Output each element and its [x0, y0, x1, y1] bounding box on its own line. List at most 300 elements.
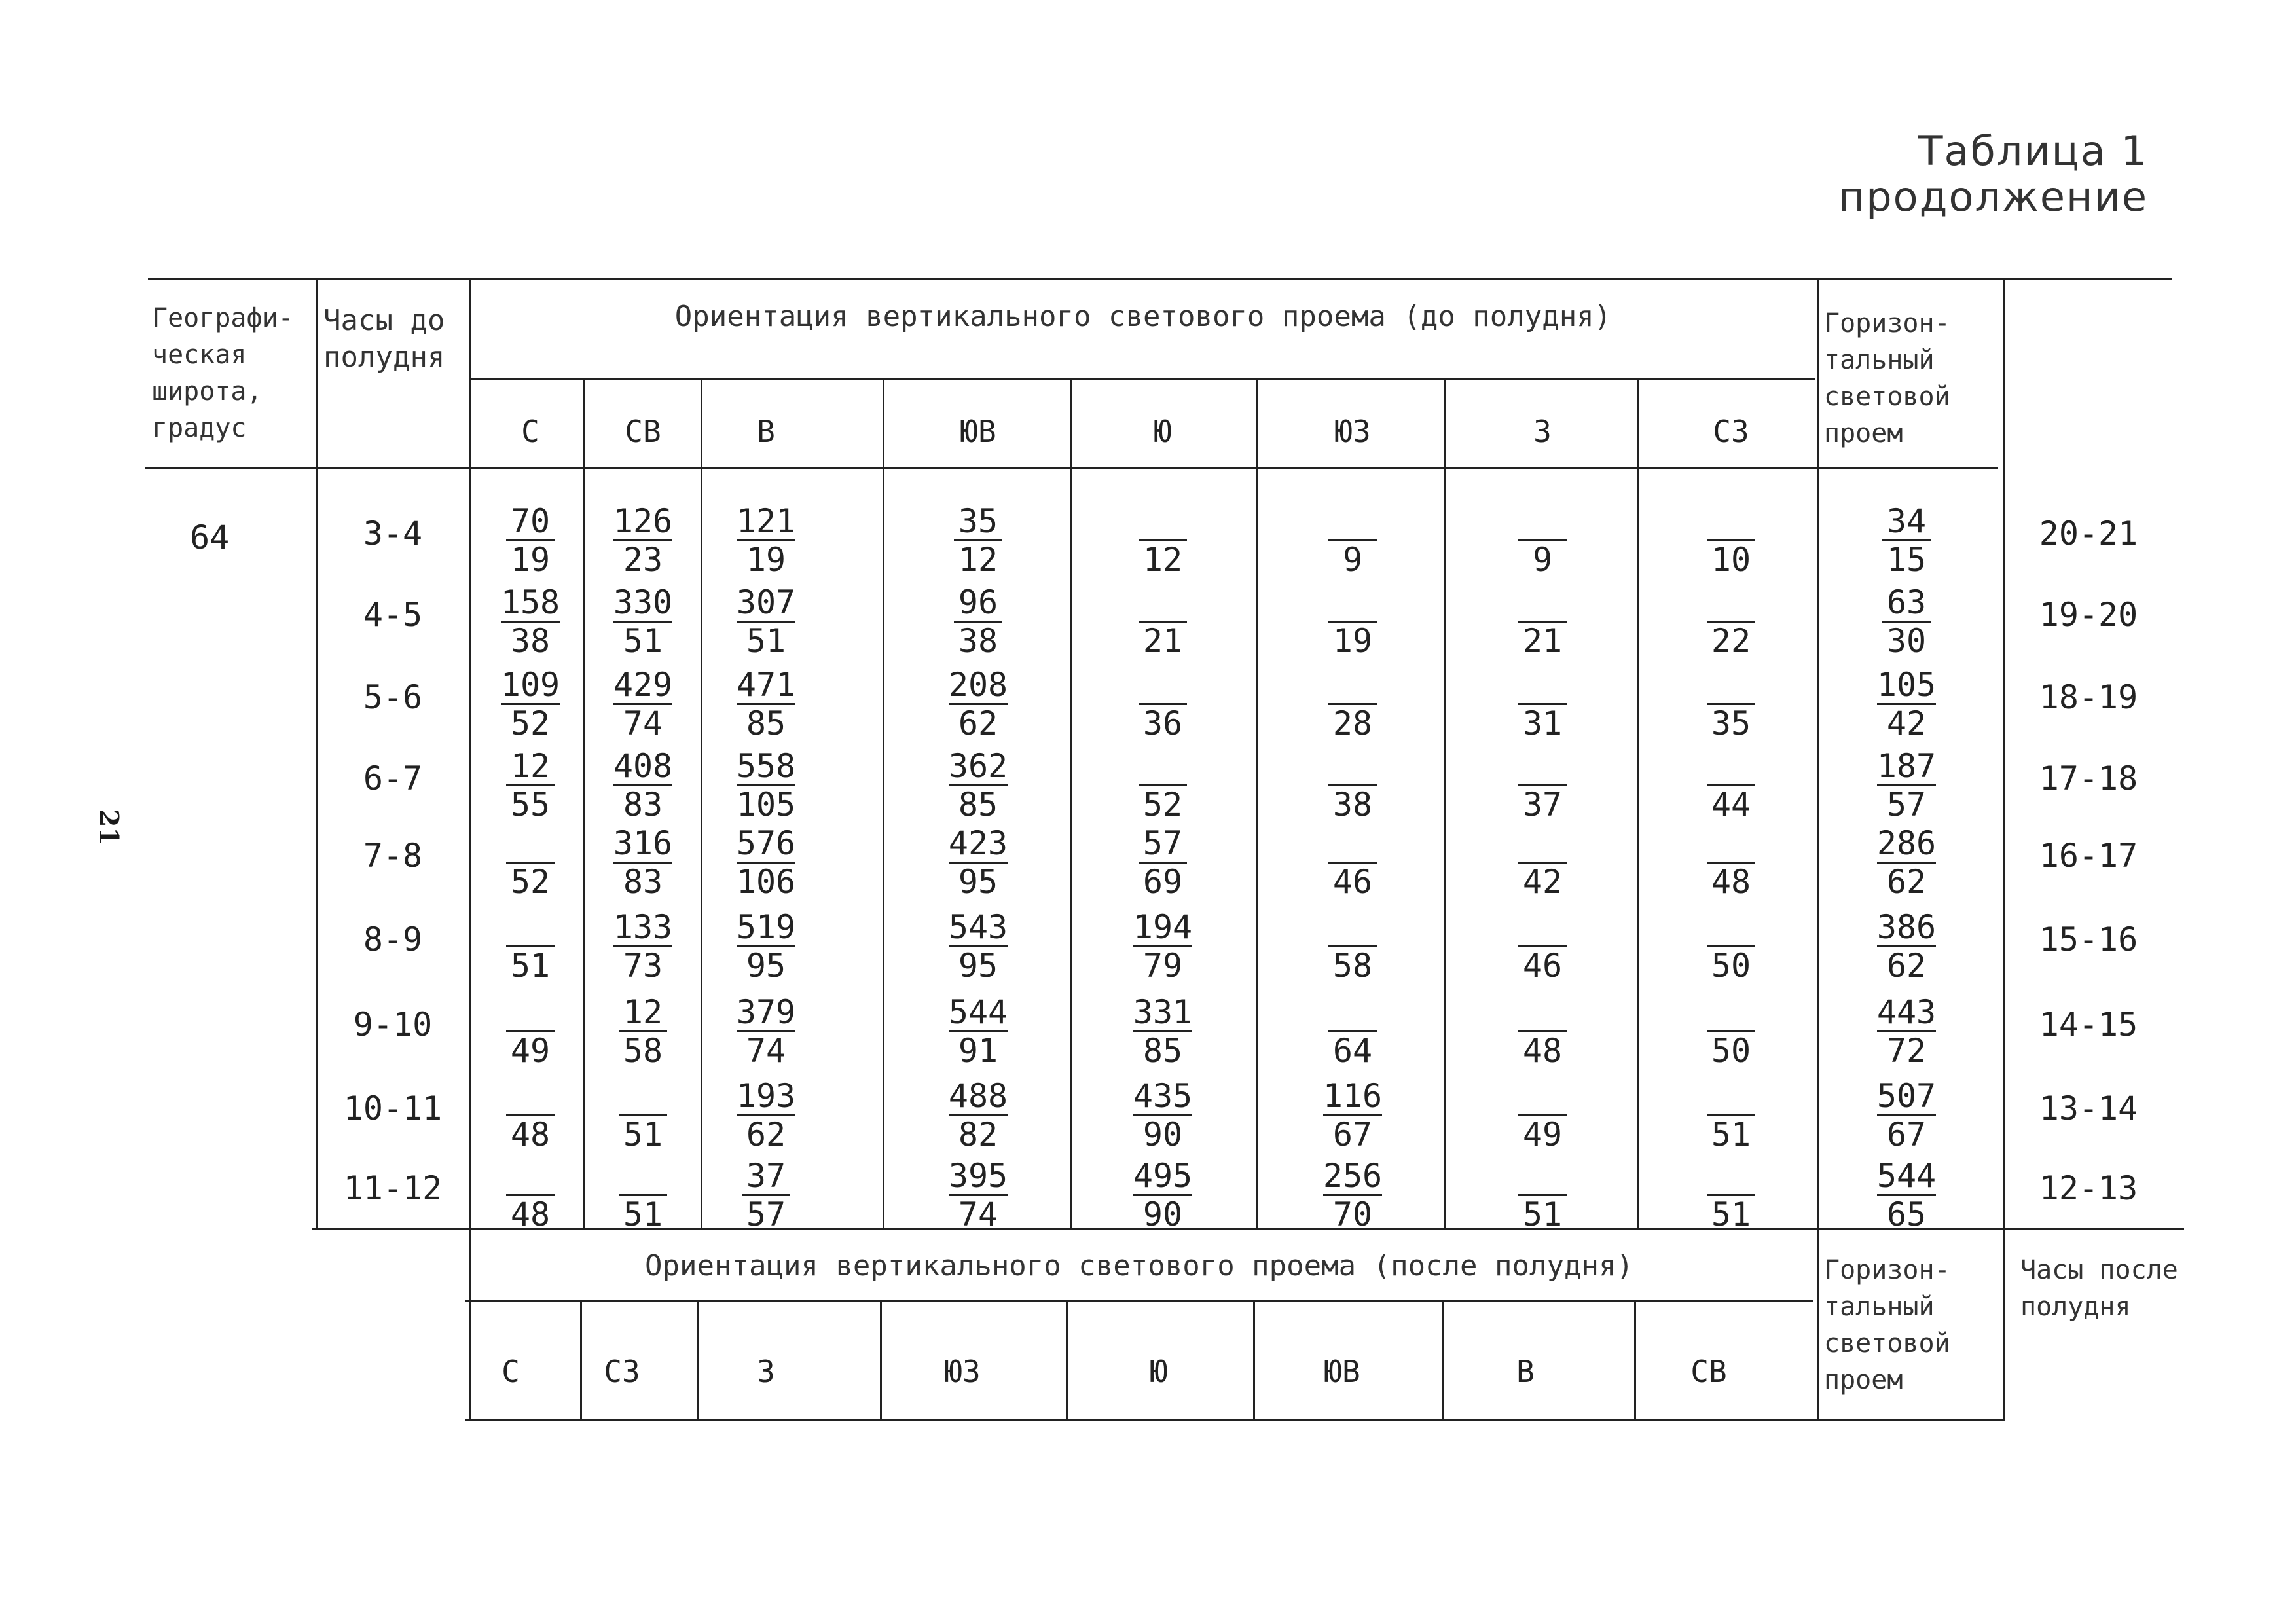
fraction-numerator: 187 — [1876, 747, 1937, 785]
fraction-numerator: 256 — [1322, 1157, 1383, 1195]
fraction-numerator: 423 — [948, 824, 1008, 862]
fraction-numerator: 121 — [736, 502, 796, 540]
fraction-denominator: 23 — [623, 541, 663, 579]
footer-hours-after: Часы после полудня — [2020, 1255, 2178, 1322]
header-orientation-before: Ориентация вертикального светового проема (до полудня) — [674, 300, 1612, 333]
col-divider-6 — [1444, 378, 1446, 1228]
value-fraction — [1874, 1078, 1939, 1153]
value-fraction — [733, 503, 799, 578]
orient-before-col-label: С — [521, 414, 539, 449]
value-fraction — [1698, 503, 1764, 578]
fraction-numerator — [1707, 1158, 1755, 1196]
page-number: 21 — [93, 809, 124, 846]
value-fraction — [733, 909, 799, 984]
fraction-denominator: 19 — [746, 541, 786, 579]
fraction-numerator: 362 — [948, 747, 1008, 785]
fraction-numerator — [1328, 909, 1377, 947]
fraction-numerator: 558 — [736, 747, 796, 785]
fraction-numerator: 70 — [506, 503, 555, 541]
fraction-denominator: 30 — [1886, 622, 1927, 660]
fraction-numerator: 471 — [736, 666, 796, 704]
value-fraction — [1320, 666, 1385, 742]
fraction-denominator: 48 — [510, 1195, 551, 1233]
fraction-numerator: 194 — [1133, 908, 1193, 946]
orient-after-col-label: З — [757, 1354, 775, 1389]
value-fraction — [1510, 994, 1575, 1069]
fraction-denominator: 51 — [1711, 1116, 1751, 1154]
fraction-denominator: 52 — [510, 704, 551, 742]
fraction-numerator: 544 — [1876, 1157, 1937, 1195]
fraction-numerator — [1518, 666, 1567, 705]
value-fraction — [610, 1158, 676, 1233]
fraction-numerator: 488 — [948, 1077, 1008, 1115]
fraction-denominator: 35 — [1711, 704, 1751, 742]
value-fraction — [610, 909, 676, 984]
fraction-numerator: 34 — [1882, 503, 1931, 541]
header-hours-before: Часы до полудня — [323, 304, 445, 374]
orient-before-col-label: СВ — [625, 414, 661, 449]
fraction-denominator: 65 — [1886, 1195, 1927, 1233]
orient-after-col-label: ЮВ — [1324, 1354, 1360, 1389]
value-fraction — [1698, 584, 1764, 659]
value-fraction — [1130, 503, 1195, 578]
value-fraction — [498, 825, 563, 900]
footer-subheader-line — [465, 1300, 1813, 1302]
fraction-denominator: 36 — [1142, 704, 1183, 742]
fraction-numerator: 543 — [948, 908, 1008, 946]
value-fraction — [1130, 584, 1195, 659]
fraction-denominator: 22 — [1711, 622, 1751, 660]
fraction-numerator — [1707, 825, 1755, 864]
fraction-denominator: 51 — [1522, 1195, 1563, 1233]
value-fraction — [1510, 503, 1575, 578]
footer-orientation-after: Ориентация вертикального светового проема (после полудня) — [645, 1249, 1633, 1283]
value-fraction — [733, 994, 799, 1069]
fraction-denominator: 106 — [736, 863, 796, 901]
col-divider-1 — [583, 378, 585, 1228]
fraction-numerator: 126 — [613, 502, 673, 540]
value-fraction — [733, 1078, 799, 1153]
fraction-denominator: 19 — [1332, 622, 1373, 660]
orient-before-col-label: СЗ — [1713, 414, 1749, 449]
value-fraction — [1320, 1158, 1385, 1233]
fraction-numerator: 35 — [954, 503, 1002, 541]
fraction-denominator: 42 — [1522, 863, 1563, 901]
fraction-denominator: 62 — [958, 704, 998, 742]
fraction-numerator — [1139, 748, 1187, 786]
fraction-denominator: 48 — [1711, 863, 1751, 901]
value-fraction — [1698, 666, 1764, 742]
value-fraction — [945, 503, 1011, 578]
col-divider-7 — [1637, 378, 1639, 1228]
value-fraction — [733, 1158, 799, 1233]
fraction-numerator — [506, 909, 555, 947]
fraction-numerator: 429 — [613, 666, 673, 704]
fraction-denominator: 12 — [1142, 541, 1183, 579]
fraction-numerator — [1518, 503, 1567, 541]
fraction-denominator: 83 — [623, 786, 663, 824]
fraction-denominator: 55 — [510, 786, 551, 824]
fraction-denominator: 90 — [1142, 1116, 1183, 1154]
latitude-value: 64 — [190, 519, 230, 556]
fraction-denominator: 52 — [510, 863, 551, 901]
fraction-denominator: 38 — [510, 622, 551, 660]
fraction-denominator: 46 — [1522, 947, 1563, 985]
hours-before-cell: 5-6 — [363, 678, 423, 716]
value-fraction — [945, 1158, 1011, 1233]
value-fraction — [1874, 503, 1939, 578]
hours-before-cell: 9-10 — [353, 1006, 433, 1044]
col-divider-hours-after — [2003, 278, 2005, 1421]
fraction-denominator: 69 — [1142, 863, 1183, 901]
fraction-denominator: 67 — [1332, 1116, 1373, 1154]
fraction-denominator: 9 — [1342, 541, 1363, 579]
fraction-numerator — [1518, 825, 1567, 864]
value-fraction — [1130, 994, 1195, 1069]
table-title-line2: продолжение — [1838, 173, 2148, 221]
hours-after-cell: 16-17 — [2039, 837, 2138, 875]
fraction-denominator: 10 — [1711, 541, 1751, 579]
value-fraction — [945, 994, 1011, 1069]
fraction-numerator — [1707, 748, 1755, 786]
value-fraction — [1510, 1158, 1575, 1233]
col-divider-5 — [1256, 378, 1258, 1228]
value-fraction — [1698, 994, 1764, 1069]
fraction-denominator: 44 — [1711, 786, 1751, 824]
hours-after-cell: 17-18 — [2039, 759, 2138, 797]
value-fraction — [1698, 1078, 1764, 1153]
value-fraction — [1130, 1158, 1195, 1233]
fraction-numerator: 386 — [1876, 908, 1937, 946]
fraction-numerator — [1328, 666, 1377, 705]
fraction-numerator — [1518, 1078, 1567, 1116]
fraction-denominator: 37 — [1522, 786, 1563, 824]
value-fraction — [498, 666, 563, 742]
fraction-denominator: 83 — [623, 863, 663, 901]
fraction-denominator: 50 — [1711, 1032, 1751, 1070]
fraction-denominator: 74 — [623, 704, 663, 742]
hours-after-cell: 13-14 — [2039, 1089, 2138, 1127]
value-fraction — [1510, 584, 1575, 659]
value-fraction — [945, 584, 1011, 659]
fraction-denominator: 51 — [623, 622, 663, 660]
value-fraction — [1874, 994, 1939, 1069]
fraction-numerator: 330 — [613, 583, 673, 621]
value-fraction — [1510, 909, 1575, 984]
fraction-denominator: 58 — [623, 1032, 663, 1070]
fraction-denominator: 72 — [1886, 1032, 1927, 1070]
fraction-denominator: 95 — [958, 947, 998, 985]
header-horizontal: Горизон- тальный световой проем — [1824, 308, 1950, 448]
fraction-denominator: 64 — [1332, 1032, 1373, 1070]
fraction-denominator: 73 — [623, 947, 663, 985]
value-fraction — [610, 994, 676, 1069]
value-fraction — [1874, 666, 1939, 742]
footer-col-divider-1 — [580, 1300, 582, 1419]
hours-before-cell: 8-9 — [363, 921, 423, 958]
value-fraction — [498, 1158, 563, 1233]
value-fraction — [1320, 825, 1385, 900]
fraction-numerator: 495 — [1133, 1157, 1193, 1195]
fraction-numerator: 116 — [1322, 1077, 1383, 1115]
value-fraction — [498, 994, 563, 1069]
fraction-numerator: 109 — [500, 666, 560, 704]
fraction-numerator — [1328, 748, 1377, 786]
fraction-numerator: 105 — [1876, 666, 1937, 704]
fraction-numerator — [1707, 666, 1755, 705]
fraction-numerator — [1707, 994, 1755, 1032]
fraction-denominator: 74 — [746, 1032, 786, 1070]
value-fraction — [610, 584, 676, 659]
value-fraction — [1698, 748, 1764, 823]
fraction-numerator: 37 — [742, 1158, 790, 1196]
fraction-numerator — [1139, 503, 1187, 541]
fraction-numerator — [619, 1078, 667, 1116]
footer-col-divider-6 — [1442, 1300, 1444, 1419]
fraction-denominator: 85 — [1142, 1032, 1183, 1070]
value-fraction — [733, 666, 799, 742]
fraction-numerator: 519 — [736, 908, 796, 946]
hours-before-cell: 3-4 — [363, 515, 423, 553]
hours-before-cell: 4-5 — [363, 596, 423, 634]
value-fraction — [1510, 666, 1575, 742]
value-fraction — [733, 584, 799, 659]
value-fraction — [733, 748, 799, 823]
fraction-numerator — [1328, 503, 1377, 541]
fraction-denominator: 48 — [510, 1116, 551, 1154]
hours-after-cell: 18-19 — [2039, 678, 2138, 716]
fraction-numerator — [1328, 825, 1377, 864]
fraction-numerator — [1707, 1078, 1755, 1116]
fraction-numerator — [1707, 909, 1755, 947]
fraction-numerator — [1518, 909, 1567, 947]
orient-after-col-label: В — [1516, 1354, 1535, 1389]
hours-after-cell: 12-13 — [2039, 1169, 2138, 1207]
hours-after-cell: 20-21 — [2039, 515, 2138, 553]
fraction-denominator: 31 — [1522, 704, 1563, 742]
fraction-numerator — [1707, 584, 1755, 623]
fraction-denominator: 51 — [623, 1116, 663, 1154]
value-fraction — [1698, 909, 1764, 984]
value-fraction — [1510, 825, 1575, 900]
fraction-denominator: 52 — [1142, 786, 1183, 824]
orient-after-col-label: СЗ — [604, 1354, 640, 1389]
fraction-numerator: 12 — [619, 994, 667, 1032]
fraction-denominator: 58 — [1332, 947, 1373, 985]
value-fraction — [610, 503, 676, 578]
footer-col-divider-2 — [697, 1300, 699, 1419]
value-fraction — [1874, 1158, 1939, 1233]
value-fraction — [1874, 825, 1939, 900]
hours-before-cell: 6-7 — [363, 759, 423, 797]
fraction-numerator: 435 — [1133, 1077, 1193, 1115]
fraction-numerator: 286 — [1876, 824, 1937, 862]
fraction-numerator: 96 — [954, 584, 1002, 623]
col-divider-2 — [701, 378, 702, 1228]
value-fraction — [1320, 1078, 1385, 1153]
orient-before-col-label: ЮЗ — [1334, 414, 1371, 449]
fraction-numerator: 63 — [1882, 584, 1931, 623]
fraction-numerator — [1139, 584, 1187, 623]
fraction-numerator: 57 — [1139, 825, 1187, 864]
fraction-denominator: 95 — [746, 947, 786, 985]
fraction-numerator: 331 — [1133, 993, 1193, 1031]
fraction-numerator — [506, 825, 555, 864]
fraction-numerator — [1707, 503, 1755, 541]
value-fraction — [1130, 909, 1195, 984]
value-fraction — [945, 1078, 1011, 1153]
value-fraction — [498, 909, 563, 984]
value-fraction — [498, 748, 563, 823]
fraction-numerator: 208 — [948, 666, 1008, 704]
fraction-numerator — [619, 1158, 667, 1196]
table-top-border — [148, 278, 2172, 280]
fraction-numerator: 544 — [948, 993, 1008, 1031]
fraction-numerator — [506, 1078, 555, 1116]
orient-after-col-label: Ю — [1150, 1354, 1168, 1389]
value-fraction — [1320, 503, 1385, 578]
value-fraction — [1874, 748, 1939, 823]
value-fraction — [610, 825, 676, 900]
fraction-denominator: 74 — [958, 1195, 998, 1233]
value-fraction — [1130, 1078, 1195, 1153]
value-fraction — [1130, 666, 1195, 742]
hours-before-cell: 7-8 — [363, 837, 423, 875]
fraction-numerator — [1328, 994, 1377, 1032]
fraction-denominator: 50 — [1711, 947, 1751, 985]
fraction-denominator: 38 — [958, 622, 998, 660]
fraction-denominator: 57 — [1886, 786, 1927, 824]
value-fraction — [1510, 748, 1575, 823]
fraction-numerator — [1139, 666, 1187, 705]
fraction-denominator: 62 — [1886, 863, 1927, 901]
hours-after-cell: 15-16 — [2039, 921, 2138, 958]
fraction-numerator: 193 — [736, 1077, 796, 1115]
hours-after-cell: 14-15 — [2039, 1006, 2138, 1044]
value-fraction — [1320, 909, 1385, 984]
fraction-denominator: 15 — [1886, 541, 1927, 579]
orient-after-col-label: С — [501, 1354, 520, 1389]
value-fraction — [1874, 584, 1939, 659]
value-fraction — [610, 666, 676, 742]
fraction-denominator: 21 — [1522, 622, 1563, 660]
footer-col-divider-5 — [1253, 1300, 1255, 1419]
orient-after-col-label: ЮЗ — [944, 1354, 981, 1389]
fraction-denominator: 82 — [958, 1116, 998, 1154]
col-divider-4 — [1070, 378, 1072, 1228]
fraction-denominator: 85 — [958, 786, 998, 824]
fraction-numerator — [1518, 1158, 1567, 1196]
orient-before-col-label: ЮВ — [960, 414, 996, 449]
fraction-denominator: 105 — [736, 786, 796, 824]
value-fraction — [1320, 994, 1385, 1069]
table-title — [1838, 128, 2148, 220]
fraction-numerator — [1518, 748, 1567, 786]
value-fraction — [945, 909, 1011, 984]
value-fraction — [945, 748, 1011, 823]
fraction-denominator: 62 — [746, 1116, 786, 1154]
value-fraction — [498, 584, 563, 659]
hours-before-cell: 10-11 — [343, 1089, 443, 1127]
fraction-numerator — [1328, 584, 1377, 623]
col-divider-hours — [316, 278, 318, 1228]
orient-before-col-label: Ю — [1154, 414, 1172, 449]
fraction-numerator: 158 — [500, 583, 560, 621]
value-fraction — [1320, 584, 1385, 659]
fraction-denominator: 67 — [1886, 1116, 1927, 1154]
header-latitude: Географи- ческая широта, градус — [152, 303, 294, 443]
value-fraction — [1130, 748, 1195, 823]
fraction-denominator: 21 — [1142, 622, 1183, 660]
fraction-denominator: 46 — [1332, 863, 1373, 901]
hours-after-cell: 19-20 — [2039, 596, 2138, 634]
table-title-line1: Таблица 1 — [1918, 127, 2148, 175]
value-fraction — [945, 666, 1011, 742]
fraction-numerator: 307 — [736, 583, 796, 621]
fraction-denominator: 51 — [510, 947, 551, 985]
fraction-numerator — [506, 994, 555, 1032]
hours-before-cell: 11-12 — [343, 1169, 443, 1207]
fraction-numerator: 443 — [1876, 993, 1937, 1031]
footer-col-divider-4 — [1066, 1300, 1068, 1419]
orient-after-col-label: СВ — [1690, 1354, 1727, 1389]
value-fraction — [1874, 909, 1939, 984]
orient-before-col-label: З — [1533, 414, 1552, 449]
fraction-denominator: 62 — [1886, 947, 1927, 985]
fraction-numerator: 133 — [613, 908, 673, 946]
fraction-denominator: 79 — [1142, 947, 1183, 985]
fraction-denominator: 19 — [510, 541, 551, 579]
fraction-numerator: 395 — [948, 1157, 1008, 1195]
fraction-numerator: 576 — [736, 824, 796, 862]
value-fraction — [1698, 825, 1764, 900]
footer-bottom-border — [465, 1419, 2003, 1421]
value-fraction — [733, 825, 799, 900]
value-fraction — [945, 825, 1011, 900]
col-divider-3 — [883, 378, 884, 1228]
value-fraction — [498, 1078, 563, 1153]
fraction-denominator: 90 — [1142, 1195, 1183, 1233]
header-bottom-border — [145, 467, 1998, 469]
fraction-denominator: 57 — [746, 1195, 786, 1233]
fraction-denominator: 49 — [1522, 1116, 1563, 1154]
fraction-numerator: 316 — [613, 824, 673, 862]
col-divider-horizontal — [1817, 278, 1819, 1421]
fraction-denominator: 85 — [746, 704, 786, 742]
orient-subheader-line — [469, 378, 1815, 380]
fraction-denominator: 48 — [1522, 1032, 1563, 1070]
value-fraction — [1510, 1078, 1575, 1153]
footer-col-divider-3 — [880, 1300, 882, 1419]
fraction-denominator: 51 — [623, 1195, 663, 1233]
fraction-denominator: 12 — [958, 541, 998, 579]
fraction-denominator: 95 — [958, 863, 998, 901]
fraction-denominator: 28 — [1332, 704, 1373, 742]
value-fraction — [1698, 1158, 1764, 1233]
orient-before-col-label: В — [757, 414, 775, 449]
fraction-numerator — [1518, 994, 1567, 1032]
fraction-numerator: 379 — [736, 993, 796, 1031]
fraction-denominator: 9 — [1532, 541, 1553, 579]
fraction-denominator: 38 — [1332, 786, 1373, 824]
value-fraction — [610, 1078, 676, 1153]
footer-horizontal: Горизон- тальный световой проем — [1824, 1255, 1950, 1395]
value-fraction — [610, 748, 676, 823]
fraction-denominator: 70 — [1332, 1195, 1373, 1233]
fraction-denominator: 91 — [958, 1032, 998, 1070]
fraction-denominator: 42 — [1886, 704, 1927, 742]
footer-col-divider-7 — [1634, 1300, 1636, 1419]
